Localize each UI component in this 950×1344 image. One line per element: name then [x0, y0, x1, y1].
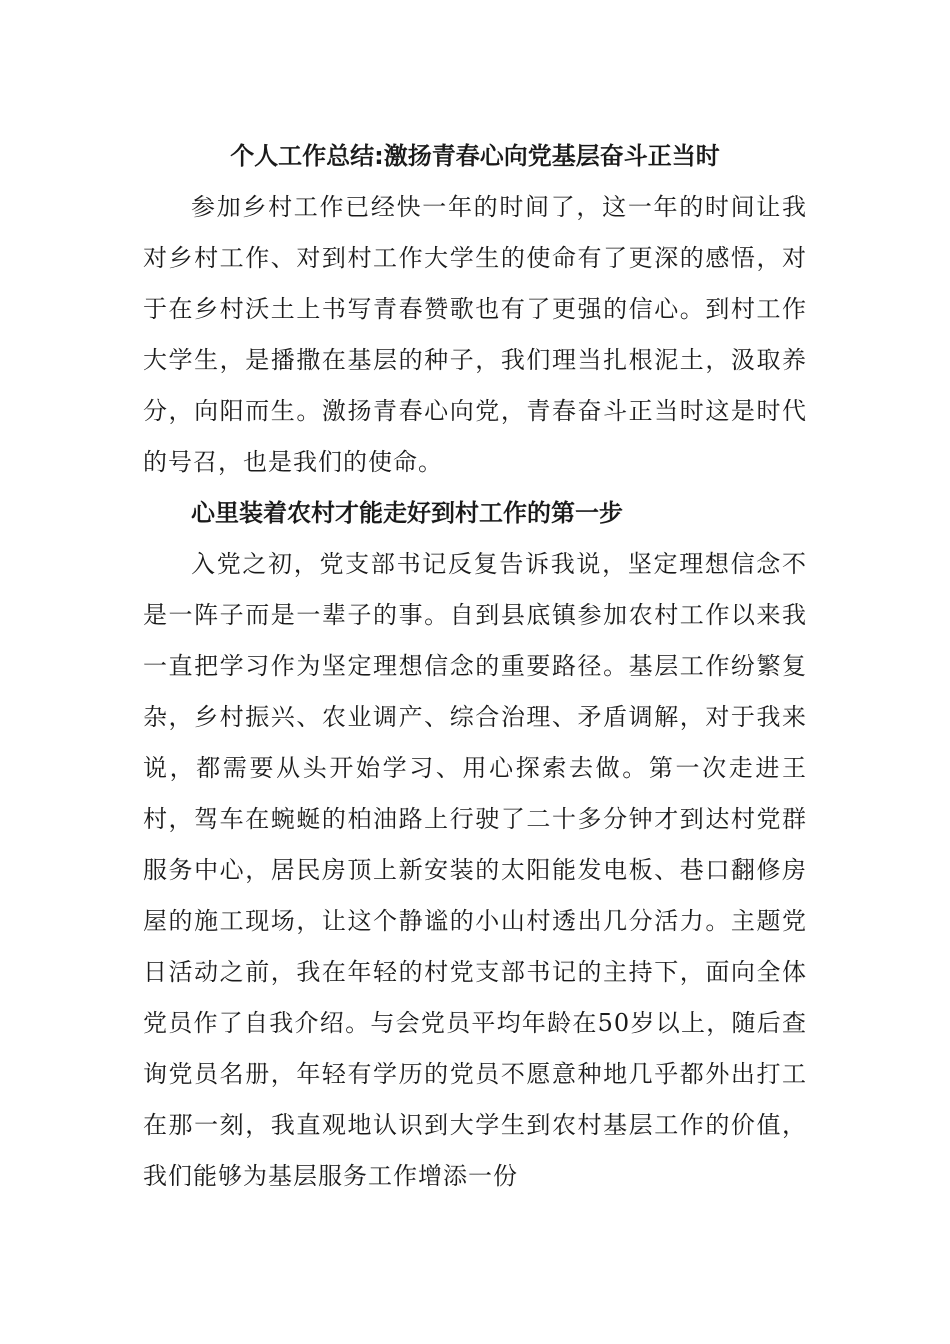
section-heading: 心里装着农村才能走好到村工作的第一步	[191, 499, 623, 527]
intro-paragraph: 参加乡村工作已经快一年的时间了，这一年的时间让我对乡村工作、对到村工作大学生的使命有了更深的感悟，对于在乡村沃土上书写青春赞歌也有了更强的信心。到村工作大学生，是播撒在基层的种子，我们理当扎根泥土，汲取养分，向阳而生。激扬青春心向党，青春奋斗正当时这是时代的号召，也是我们的使命。	[143, 193, 807, 476]
document-page	[143, 130, 807, 1202]
document-title: 个人工作总结:激扬青春心向党基层奋斗正当时	[230, 142, 720, 170]
body-paragraph: 入党之初，党支部书记反复告诉我说，坚定理想信念不是一阵子而是一辈子的事。自到县底镇参加农村工作以来我一直把学习作为坚定理想信念的重要路径。基层工作纷繁复杂，乡村振兴、农业调产、综合治理、矛盾调解，对于我来说，都需要从头开始学习、用心探索去做。第一次走进王村，驾车在蜿蜒的柏油路上行驶了二十多分钟才到达村党群服务中心，居民房顶上新安装的太阳能发电板、巷口翻修房屋的施工现场，让这个静谧的小山村透出几分活力。主题党日活动之前，我在年轻的村党支部书记的主持下，面向全体党员作了自我介绍。与会党员平均年龄在50岁以上，随后查询党员名册，年轻有学历的党员不愿意种地几乎都外出打工在那一刻，我直观地认识到大学生到农村基层工作的价值，我们能够为基层服务工作增添一份	[143, 550, 807, 1190]
